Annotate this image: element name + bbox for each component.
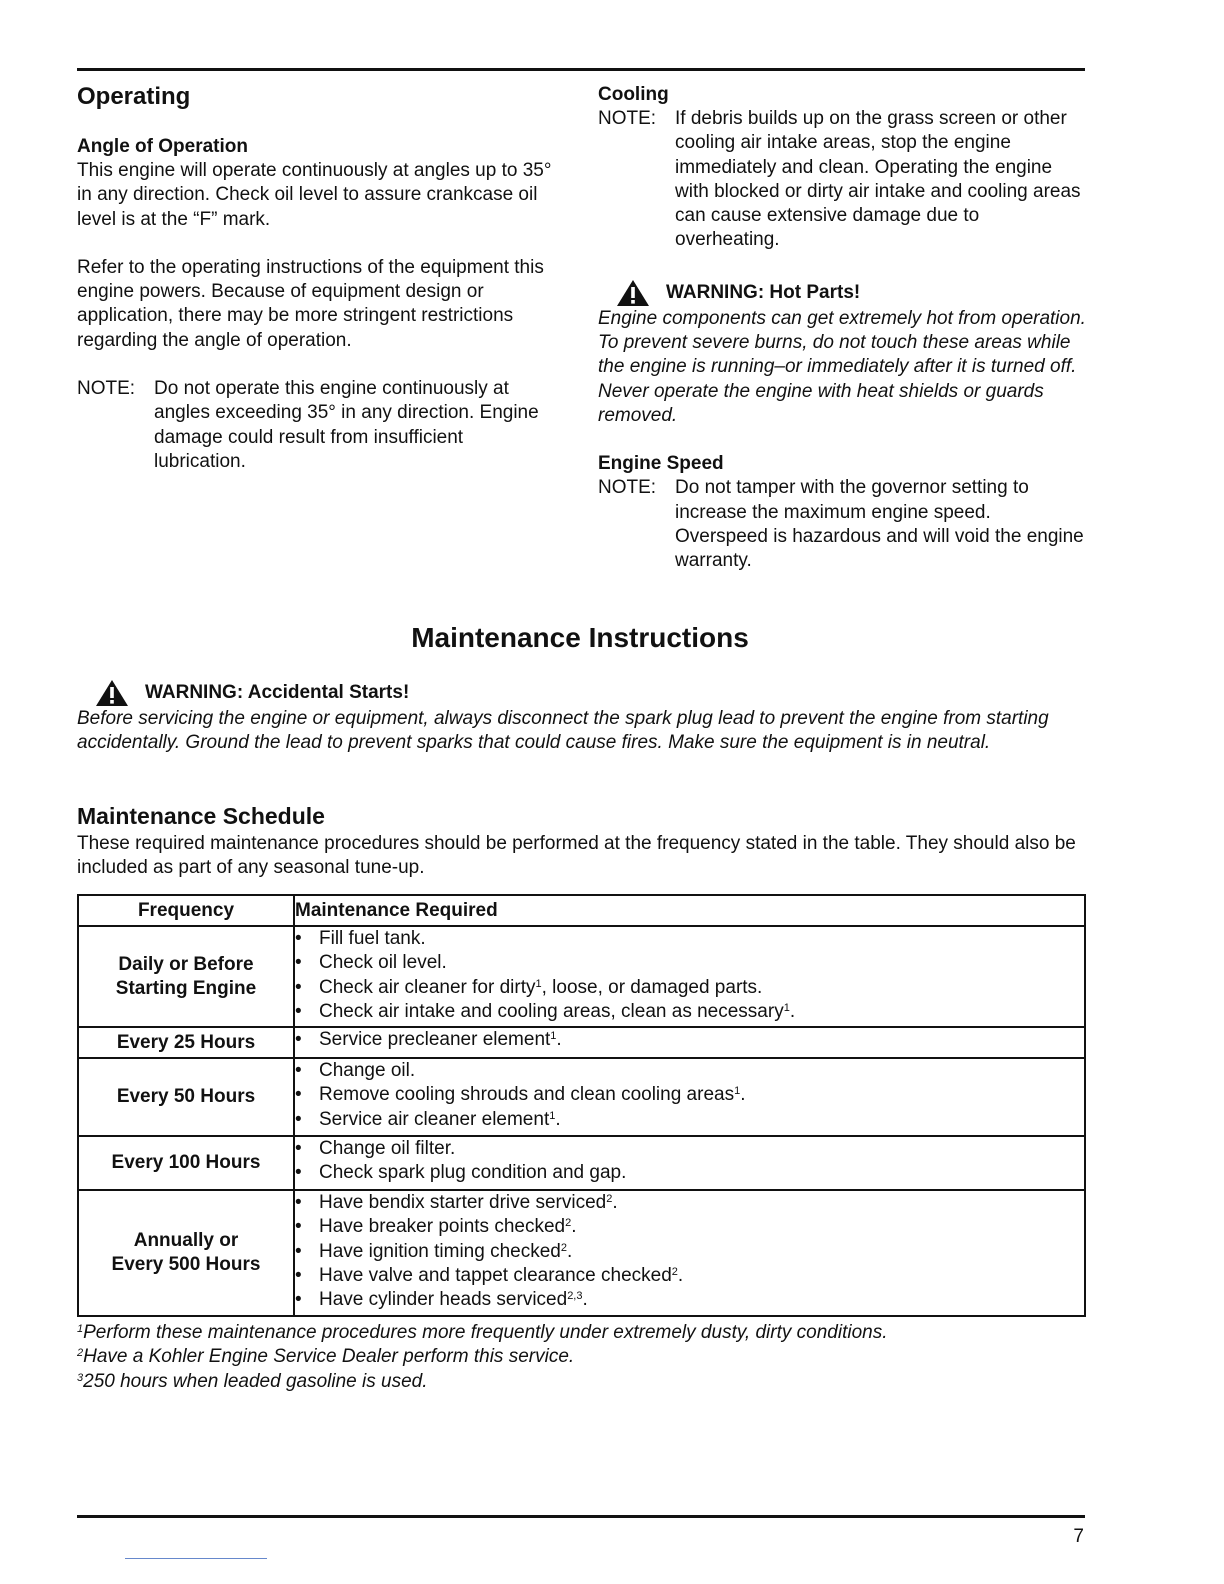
hot-parts-warning-heading <box>616 279 1088 307</box>
task-text: Have cylinder heads serviced <box>319 1289 568 1311</box>
footnote <box>77 1321 1087 1345</box>
task-item <box>295 1083 1084 1107</box>
table-row <box>78 1136 1085 1190</box>
task-item <box>295 1215 1084 1239</box>
footnote-ref: 1 <box>549 1109 556 1122</box>
accidental-starts-warning <box>77 679 1087 756</box>
footnote <box>77 1370 1087 1394</box>
task-text: Have bendix starter drive serviced <box>319 1192 607 1213</box>
footnote <box>77 1345 1087 1369</box>
task-text-end: . <box>612 1192 618 1213</box>
task-text: Service air cleaner element <box>319 1108 550 1130</box>
task-text: Remove cooling shrouds and clean cooling areas <box>319 1084 735 1106</box>
task-list <box>295 1191 1084 1312</box>
task-text-wrap <box>319 1288 588 1312</box>
note-text: Do not operate this engine continuously at angles exceeding 35° in any direction. Engine damage could result from insufficient lubrication. <box>154 378 539 472</box>
footnotes <box>77 1321 1087 1394</box>
task-item <box>295 1137 1084 1161</box>
task-text-wrap <box>319 1028 562 1052</box>
maintenance-cell <box>294 1136 1085 1190</box>
table-row <box>78 1058 1085 1136</box>
table-header-row <box>78 895 1085 926</box>
table-row <box>78 1027 1085 1058</box>
table-body <box>78 926 1085 1316</box>
task-item <box>295 1059 1084 1083</box>
table-row <box>78 1190 1085 1316</box>
top-rule <box>77 68 1085 71</box>
operating-section <box>77 83 557 474</box>
task-text-end: . <box>740 1084 746 1106</box>
maintenance-instructions-title: Maintenance Instructions <box>411 622 749 653</box>
table-row <box>78 926 1085 1027</box>
hot-parts-text: Engine components can get extremely hot from operation. To prevent severe burns, do not touch these areas while the engine is running–or immediately after it is turned off. Never operate the engine with heat shields or guards removed. <box>598 307 1086 426</box>
warning-triangle-icon <box>616 279 650 307</box>
task-text-end: . <box>555 1108 561 1130</box>
task-item <box>295 1240 1084 1264</box>
note-text: Do not tamper with the governor setting to increase the maximum engine speed. Overspeed is hazardous and will void the engine warranty. <box>675 477 1084 572</box>
footnote-ref: 1 <box>734 1085 741 1098</box>
maintenance-schedule-table <box>77 894 1086 1317</box>
task-text: Change oil. <box>319 1060 416 1081</box>
task-item <box>295 1108 1084 1132</box>
maintenance-cell <box>294 926 1085 1027</box>
operating-heading: Operating <box>77 83 191 110</box>
engine-speed-note <box>598 476 1088 573</box>
task-text-end: . <box>789 1000 796 1022</box>
task-text-wrap <box>319 1059 415 1083</box>
bullet-icon: • <box>295 1192 302 1213</box>
angle-paragraph-1: This engine will operate continuously at angles up to 35° in any direction. Check oil level to assure crankcase oil level is at the “F” mark. <box>77 160 552 230</box>
bullet-icon: • <box>295 1108 302 1130</box>
task-text-wrap <box>319 1137 455 1161</box>
task-text-end: , loose, or damaged parts. <box>541 976 763 998</box>
task-text: Have ignition timing checked <box>319 1240 561 1262</box>
maintenance-schedule-heading: Maintenance Schedule <box>77 803 325 829</box>
bullet-icon: • <box>295 1264 302 1286</box>
task-list <box>295 1137 1084 1186</box>
frequency-line: Every 25 Hours <box>116 1031 256 1053</box>
cooling-note <box>598 107 1088 253</box>
task-list <box>295 1028 1084 1052</box>
task-text: Change oil filter. <box>319 1138 456 1159</box>
bullet-icon: • <box>295 1000 302 1022</box>
bottom-rule <box>77 1515 1085 1518</box>
footnote-text: Have a Kohler Engine Service Dealer perform this service. <box>83 1346 575 1368</box>
accidental-starts-text: Before servicing the engine or equipment, always disconnect the spark plug lead to prevent the engine from starting accidentally. Ground the lead to prevent sparks that could cause fires. Make sure the equipment is in neutral. <box>77 708 1049 754</box>
footnote-ref: 2,3 <box>567 1290 583 1303</box>
footnote-ref: 2 <box>565 1217 572 1230</box>
note-text: If debris builds up on the grass screen or other cooling air intake areas, stop the engine immediately and clean. Operating the engine with blocked or dirty air intake and cooling areas can cause extensive damage due to overheating. <box>675 108 1081 251</box>
task-text-end: . <box>677 1264 684 1286</box>
task-text-end: . <box>556 1029 562 1050</box>
frequency-line: Starting Engine <box>115 977 257 999</box>
footnote-mark: 2 <box>77 1347 84 1360</box>
task-text-wrap <box>319 1161 626 1185</box>
maintenance-schedule-section <box>77 803 1087 881</box>
frequency-cell <box>78 1058 294 1136</box>
task-text: Have breaker points checked <box>319 1216 566 1238</box>
angle-paragraph-2: Refer to the operating instructions of the equipment this engine powers. Because of equipment design or application, there may be more stringent restrictions regarding the angle of operation. <box>77 256 544 351</box>
task-item <box>295 1028 1084 1052</box>
task-list <box>295 927 1084 1024</box>
task-text-wrap <box>319 1000 795 1024</box>
maintenance-cell <box>294 1058 1085 1136</box>
note-label: NOTE: <box>77 378 136 400</box>
maintenance-schedule-intro: These required maintenance procedures should be performed at the frequency stated in the table. They should also be included as part of any seasonal tune-up. <box>77 833 1076 879</box>
footnote-ref: 1 <box>550 1030 557 1042</box>
footnote-text: 250 hours when leaded gasoline is used. <box>83 1370 428 1392</box>
task-text: Fill fuel tank. <box>319 928 426 949</box>
task-item <box>295 1161 1084 1185</box>
frequency-line: Annually or <box>133 1230 239 1251</box>
scan-artifact-line <box>125 1558 267 1559</box>
frequency-cell <box>78 1136 294 1190</box>
note-label: NOTE: <box>598 108 657 129</box>
cooling-heading: Cooling <box>598 84 669 105</box>
frequency-cell <box>78 926 294 1027</box>
task-item <box>295 951 1084 975</box>
bullet-icon: • <box>295 1138 302 1159</box>
task-text-wrap <box>319 1083 746 1107</box>
footnote-ref: 1 <box>783 1001 790 1014</box>
accidental-starts-heading <box>95 679 1087 707</box>
task-item <box>295 976 1084 1000</box>
task-text-wrap <box>319 1108 561 1132</box>
task-item <box>295 1288 1084 1312</box>
bullet-icon: • <box>295 1162 302 1184</box>
task-text: Check air cleaner for dirty <box>319 976 536 998</box>
note-label: NOTE: <box>598 477 657 499</box>
frequency-header: Frequency <box>78 895 294 926</box>
bullet-icon: • <box>295 952 302 974</box>
task-text-end: . <box>566 1240 573 1262</box>
bullet-icon: • <box>295 1289 302 1311</box>
task-item <box>295 1264 1084 1288</box>
maintenance-required-header: Maintenance Required <box>294 895 1085 926</box>
frequency-line: Every 100 Hours <box>111 1152 261 1173</box>
task-text-wrap <box>319 1215 577 1239</box>
task-text-end: . <box>582 1289 588 1311</box>
frequency-line: Every 500 Hours <box>111 1254 261 1275</box>
task-text: Check air intake and cooling areas, clean as necessary <box>319 1000 784 1022</box>
task-text: Service precleaner element <box>319 1029 551 1050</box>
right-column <box>598 83 1088 573</box>
footnote-ref: 2 <box>606 1193 613 1205</box>
maintenance-cell <box>294 1027 1085 1058</box>
frequency-line: Every 50 Hours <box>116 1086 256 1107</box>
task-list <box>295 1059 1084 1132</box>
task-text-wrap <box>319 951 447 975</box>
footnote-ref: 2 <box>671 1265 678 1278</box>
frequency-cell <box>78 1027 294 1058</box>
task-item <box>295 1000 1084 1024</box>
footnote-text: Perform these maintenance procedures more frequently under extremely dusty, dirty conditions. <box>83 1322 888 1343</box>
engine-speed-heading: Engine Speed <box>598 453 724 475</box>
bullet-icon: • <box>295 1240 302 1262</box>
warning-triangle-icon <box>95 679 129 707</box>
bullet-icon: • <box>295 1216 302 1238</box>
hot-parts-title: WARNING: Hot Parts! <box>666 281 861 303</box>
maintenance-cell <box>294 1190 1085 1316</box>
footnote-mark: 3 <box>77 1371 84 1384</box>
task-text: Check spark plug condition and gap. <box>319 1162 627 1184</box>
frequency-cell <box>78 1190 294 1316</box>
task-text-wrap <box>319 1264 683 1288</box>
bullet-icon: • <box>295 1084 302 1106</box>
task-text: Check oil level. <box>319 952 447 974</box>
task-text-wrap <box>319 976 762 1000</box>
bullet-icon: • <box>295 1029 302 1050</box>
accidental-starts-title: WARNING: Accidental Starts! <box>145 682 410 703</box>
task-text: Have valve and tappet clearance checked <box>319 1264 672 1286</box>
bullet-icon: • <box>295 1060 302 1081</box>
bullet-icon: • <box>295 928 302 949</box>
task-item <box>295 1191 1084 1215</box>
task-item <box>295 927 1084 951</box>
angle-of-operation-heading: Angle of Operation <box>77 136 248 157</box>
footnote-mark: 1 <box>77 1323 84 1335</box>
task-text-end: . <box>571 1216 577 1238</box>
footnote-ref: 1 <box>535 977 542 990</box>
task-text-wrap <box>319 1191 618 1215</box>
task-text-wrap <box>319 927 426 951</box>
bullet-icon: • <box>295 976 302 998</box>
angle-note <box>77 377 557 474</box>
task-text-wrap <box>319 1240 572 1264</box>
footnote-ref: 2 <box>560 1241 567 1254</box>
frequency-line: Daily or Before <box>118 953 254 975</box>
page-number: 7 <box>1073 1526 1084 1547</box>
